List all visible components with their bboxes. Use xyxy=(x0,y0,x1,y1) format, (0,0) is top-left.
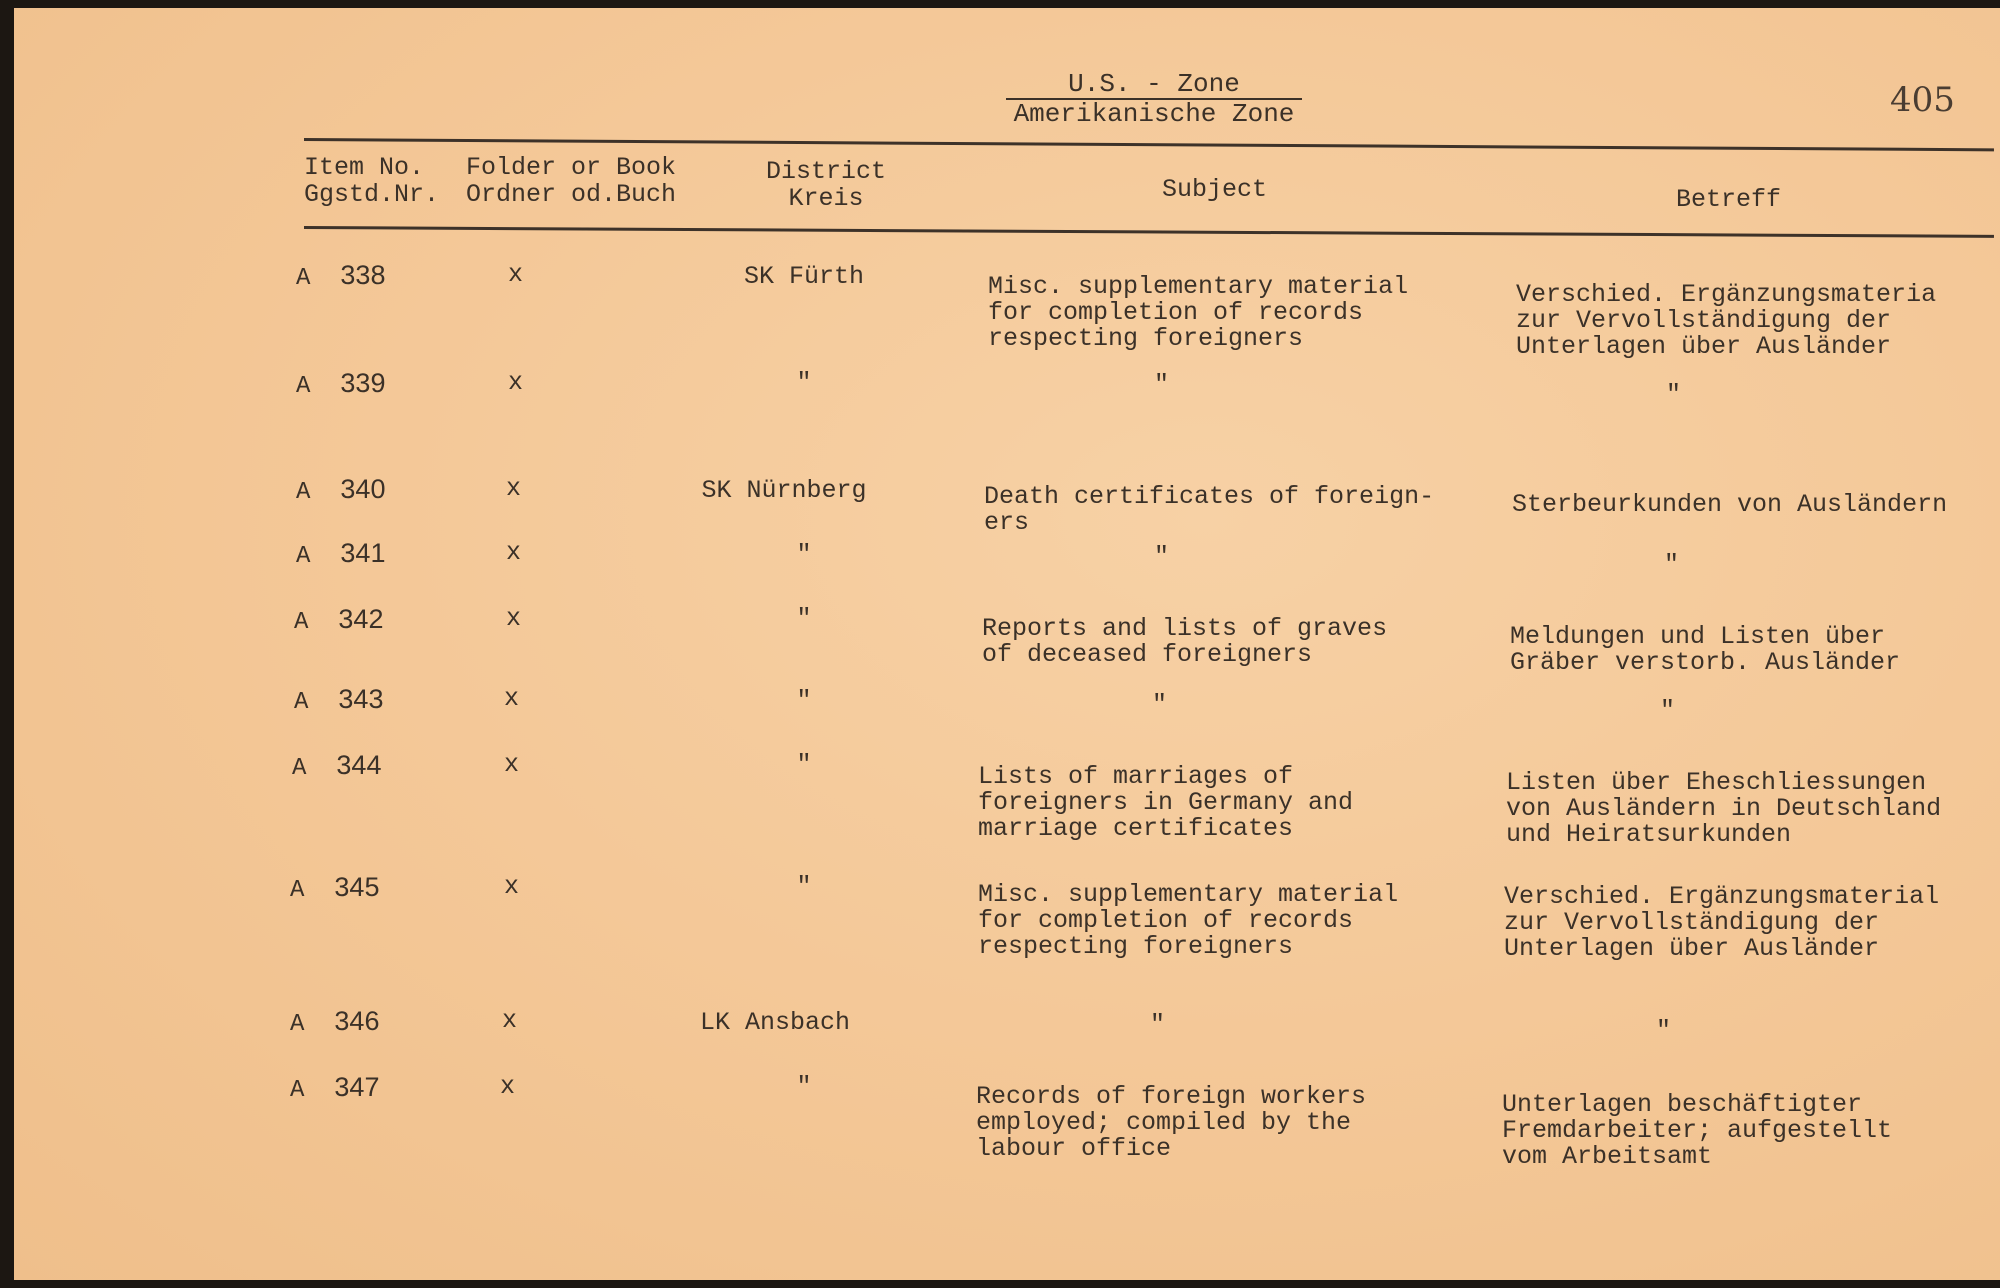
item-number xyxy=(296,476,385,506)
district: SK Nürnberg xyxy=(701,476,867,505)
betreff: Meldungen und Listen über Gräber verstorb. Ausländer xyxy=(1510,622,1901,677)
column-header-district-en: District xyxy=(766,157,887,186)
district-ditto: " xyxy=(796,604,812,633)
column-header-item-no xyxy=(304,154,439,208)
item-number xyxy=(296,540,385,570)
subject-ditto: " xyxy=(1154,542,1170,571)
item-prefix: A xyxy=(294,689,309,716)
betreff-ditto: " xyxy=(1656,1016,1672,1045)
betreff: Verschied. Ergänzungsmaterial zur Vervollständigung der Unterlagen über Ausländer xyxy=(1504,882,1940,963)
item-num: 338 xyxy=(340,260,386,290)
folder-mark: x xyxy=(504,750,520,779)
item-num: 346 xyxy=(334,1006,380,1036)
item-number xyxy=(296,262,385,292)
district-ditto: " xyxy=(796,750,812,779)
column-header-subject: Subject xyxy=(1162,175,1268,204)
subject-ditto: " xyxy=(1154,370,1170,399)
item-number xyxy=(294,686,383,716)
item-prefix: A xyxy=(294,609,309,636)
folder-mark: x xyxy=(504,872,520,901)
zone-title-german: Amerikanische Zone xyxy=(1013,99,1295,129)
item-prefix: A xyxy=(290,1011,305,1038)
district-ditto: " xyxy=(796,368,812,397)
folder-mark: x xyxy=(502,1006,518,1035)
district-ditto: " xyxy=(796,540,812,569)
betreff: Verschied. Ergänzungsmateria zur Vervollständigung der Unterlagen über Ausländer xyxy=(1516,280,1937,361)
item-num: 347 xyxy=(334,1072,380,1102)
column-header-item-en: Item No. xyxy=(304,153,425,182)
item-prefix: A xyxy=(296,373,311,400)
item-number xyxy=(290,874,379,904)
item-prefix: A xyxy=(296,479,311,506)
subject: Records of foreign workers employed; compiled by the labour office xyxy=(976,1082,1367,1163)
folder-mark: x xyxy=(504,684,520,713)
column-header-folder-en: Folder or Book xyxy=(466,153,677,182)
item-prefix: A xyxy=(292,755,307,782)
folder-mark: x xyxy=(506,538,522,567)
district: LK Ansbach xyxy=(699,1008,851,1037)
subject: Lists of marriages of foreigners in Germany and marriage certificates xyxy=(978,762,1354,843)
subject-ditto: " xyxy=(1150,1010,1166,1039)
zone-title-english: U.S. - Zone xyxy=(1006,70,1302,100)
table-header-rule xyxy=(304,226,1994,238)
item-prefix: A xyxy=(290,1077,305,1104)
item-num: 345 xyxy=(334,872,380,902)
item-number xyxy=(290,1074,379,1104)
item-number xyxy=(296,370,385,400)
item-number xyxy=(290,1008,379,1038)
subject: Death certificates of foreign- ers xyxy=(984,482,1435,537)
item-prefix: A xyxy=(296,543,311,570)
item-prefix: A xyxy=(296,265,311,292)
folder-mark: x xyxy=(508,368,524,397)
column-header-item-de: Ggstd.Nr. xyxy=(304,180,440,209)
betreff: Listen über Eheschliessungen von Ausländern in Deutschland und Heiratsurkunden xyxy=(1506,768,1942,849)
district-ditto: " xyxy=(796,686,812,715)
table-top-rule xyxy=(304,138,1994,151)
item-number xyxy=(294,606,383,636)
item-num: 342 xyxy=(338,604,384,634)
item-num: 340 xyxy=(340,474,386,504)
betreff-ditto: " xyxy=(1664,550,1680,579)
subject-ditto: " xyxy=(1152,690,1168,719)
subject: Misc. supplementary material for completion of records respecting foreigners xyxy=(978,880,1399,961)
subject: Reports and lists of graves of deceased foreigners xyxy=(982,614,1388,669)
column-header-folder xyxy=(466,154,676,208)
column-header-folder-de: Ordner od.Buch xyxy=(466,180,677,209)
item-num: 339 xyxy=(340,368,386,398)
betreff: Sterbeurkunden von Ausländern xyxy=(1512,490,1948,519)
column-header-betreff: Betreff xyxy=(1676,185,1782,214)
document-page xyxy=(14,8,2000,1280)
item-number xyxy=(292,752,381,782)
folder-mark: x xyxy=(508,260,524,289)
betreff: Unterlagen beschäftigter Fremdarbeiter; aufgestellt vom Arbeitsamt xyxy=(1502,1090,1893,1171)
item-prefix: A xyxy=(290,877,305,904)
folder-mark: x xyxy=(506,604,522,633)
column-header-district-de: Kreis xyxy=(788,184,864,213)
column-header-district xyxy=(766,158,886,212)
page-number: 405 xyxy=(1890,80,1955,120)
item-num: 341 xyxy=(340,538,386,568)
folder-mark: x xyxy=(500,1072,516,1101)
folder-mark: x xyxy=(506,474,522,503)
subject: Misc. supplementary material for completion of records respecting foreigners xyxy=(988,272,1409,353)
district-ditto: " xyxy=(796,872,812,901)
item-num: 343 xyxy=(338,684,384,714)
zone-heading xyxy=(994,70,1314,128)
district: SK Fürth xyxy=(743,262,865,291)
betreff-ditto: " xyxy=(1666,380,1682,409)
district-ditto: " xyxy=(796,1072,812,1101)
item-num: 344 xyxy=(336,750,382,780)
betreff-ditto: " xyxy=(1660,696,1676,725)
